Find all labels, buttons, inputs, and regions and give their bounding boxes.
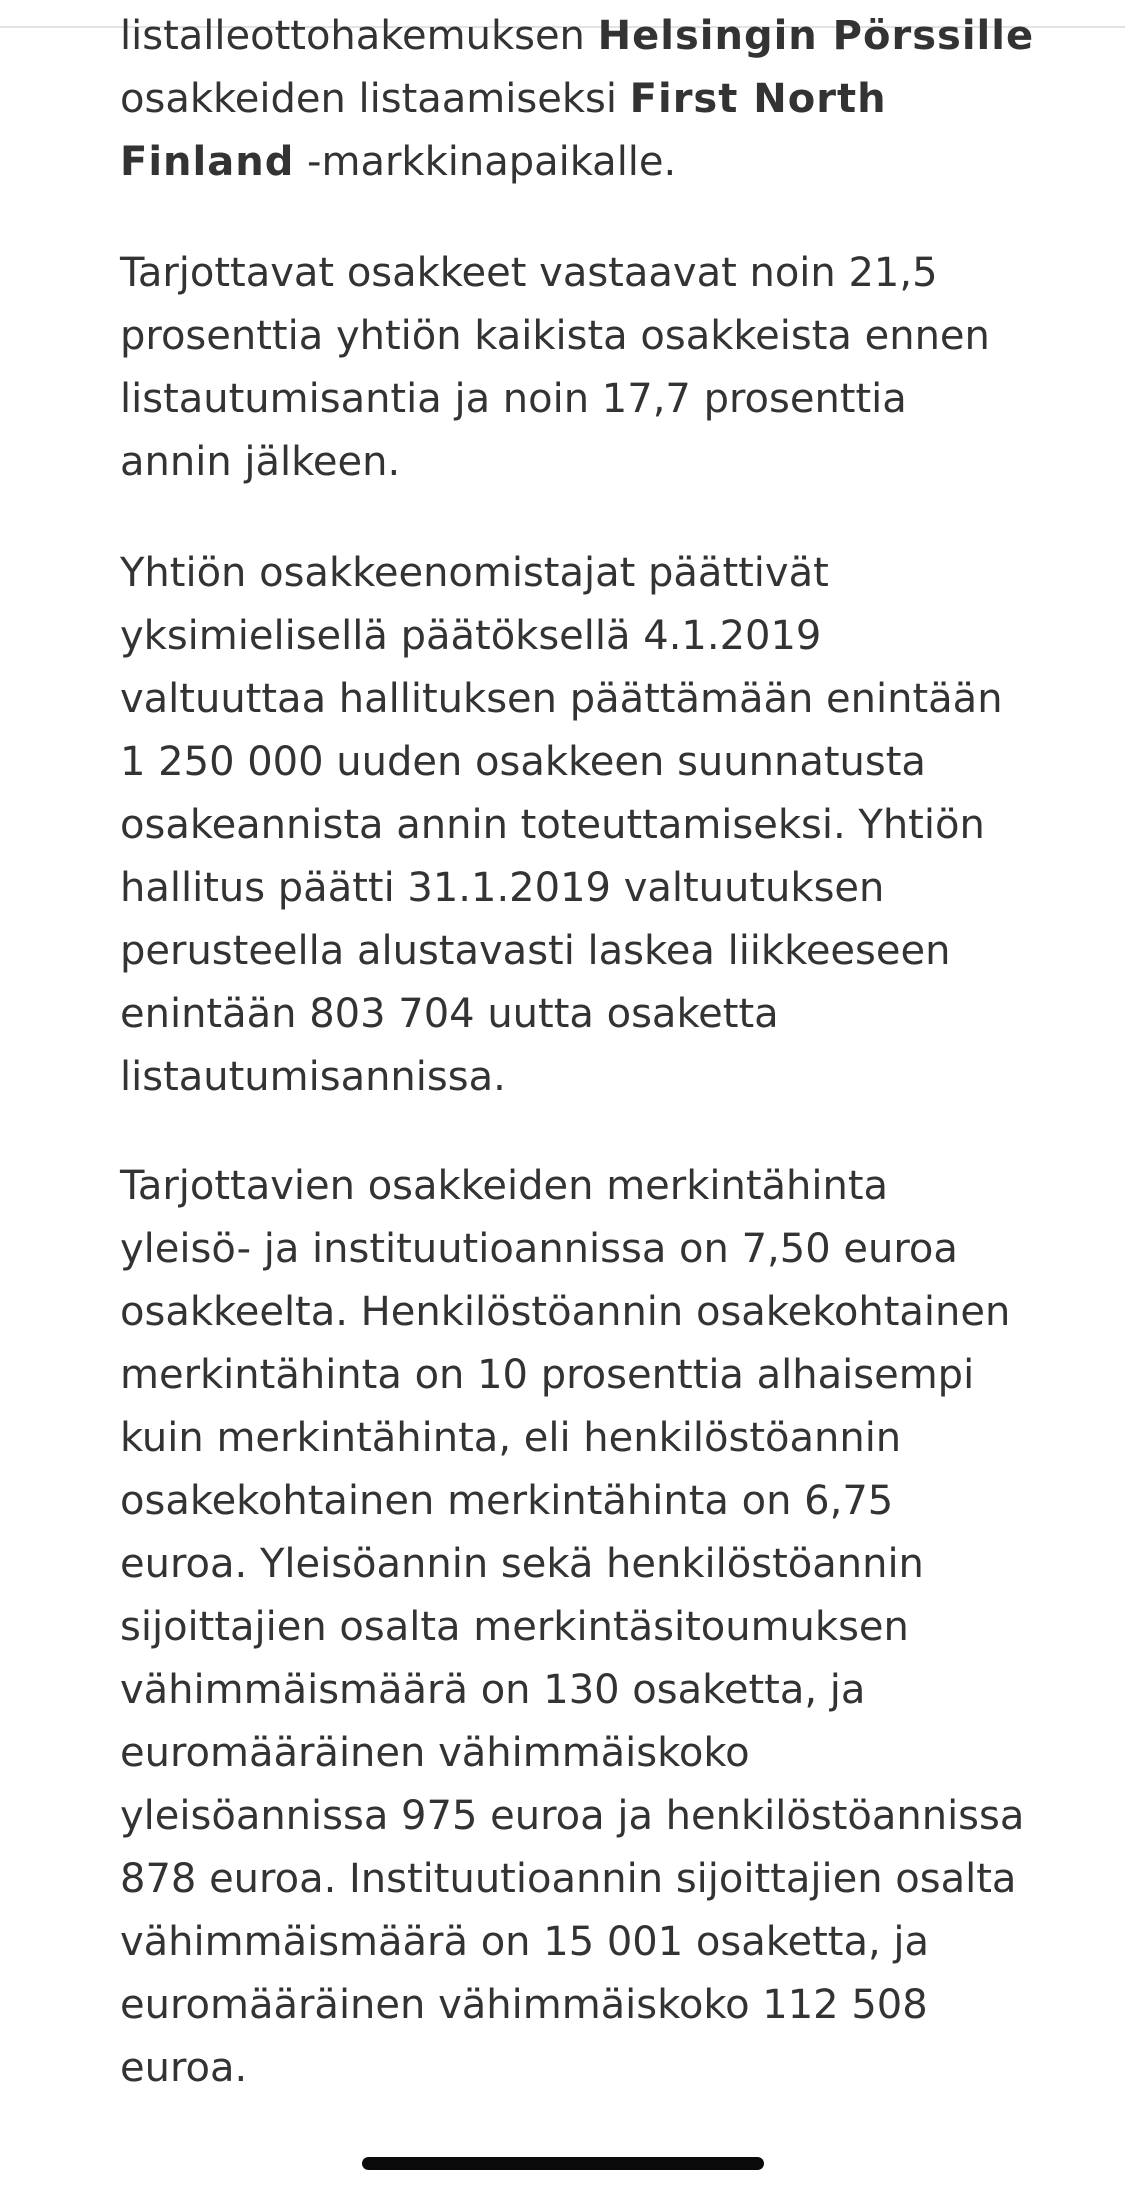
text-line: Tarjottavien osakkeiden merkintähinta [120, 1163, 889, 1209]
text-line: sijoittajien osalta merkintäsitoumuksen [120, 1604, 909, 1650]
text-span: listalleottohakemuksen [120, 13, 598, 59]
text-line: osakekohtainen merkintähinta on 6,75 [120, 1478, 894, 1524]
text-line: annin jälkeen. [120, 439, 401, 485]
text-line: osakeannista annin toteuttamiseksi. Yhtiön [120, 802, 985, 848]
text-line: valtuuttaa hallituksen päättämään enintään [120, 676, 1003, 722]
home-indicator[interactable] [362, 2157, 764, 2170]
text-line [120, 5, 1035, 68]
text-line: vähimmäismäärä on 15 001 osaketta, ja [120, 1919, 930, 1965]
text-line: listautumisantia ja noin 17,7 prosenttia [120, 376, 907, 422]
text-line: vähimmäismäärä on 130 osaketta, ja [120, 1667, 866, 1713]
text-line: prosenttia yhtiön kaikista osakkeista ennen [120, 313, 990, 359]
text-line: listautumisannissa. [120, 1054, 506, 1100]
text-line [120, 68, 1020, 131]
text-line: 1 250 000 uuden osakkeen suunnatusta [120, 739, 926, 785]
article-paragraph-2 [120, 242, 1020, 494]
emphasis-exchange-name: Helsingin Pörssille [597, 13, 1035, 59]
text-line: perusteella alustavasti laskea liikkeeseen [120, 928, 951, 974]
text-line: 878 euroa. Instituutioannin sijoittajien osalta [120, 1856, 1017, 1902]
text-line: kuin merkintähinta, eli henkilöstöannin [120, 1415, 902, 1461]
text-line: Yhtiön osakkeenomistajat päättivät [120, 550, 829, 596]
text-line: hallitus päätti 31.1.2019 valtuutuksen [120, 865, 885, 911]
text-line: euromääräinen vähimmäiskoko [120, 1730, 750, 1776]
text-line: yleisö- ja instituutioannissa on 7,50 euroa [120, 1226, 958, 1272]
text-line: Tarjottavat osakkeet vastaavat noin 21,5 [120, 250, 938, 296]
text-line: yksimielisellä päätöksellä 4.1.2019 [120, 613, 822, 659]
article-paragraph-3 [120, 542, 1020, 1109]
article-paragraph-4 [120, 1155, 1025, 2100]
text-line: euroa. Yleisöannin sekä henkilöstöannin [120, 1541, 924, 1587]
article-paragraph-1 [120, 5, 1035, 194]
emphasis-market-name: First North [629, 76, 887, 122]
text-line: merkintähinta on 10 prosenttia alhaisempi [120, 1352, 975, 1398]
text-span: -markkinapaikalle. [294, 139, 677, 185]
text-line: osakkeelta. Henkilöstöannin osakekohtainen [120, 1289, 1011, 1335]
text-line: euromääräinen vähimmäiskoko 112 508 [120, 1982, 928, 2028]
text-line: yleisöannissa 975 euroa ja henkilöstöannissa [120, 1793, 1025, 1839]
text-line [120, 131, 1020, 194]
emphasis-market-name: Finland [120, 139, 295, 185]
text-line: enintään 803 704 uutta osaketta [120, 991, 779, 1037]
text-span: osakkeiden listaamiseksi [120, 76, 630, 122]
text-line: euroa. [120, 2045, 248, 2091]
